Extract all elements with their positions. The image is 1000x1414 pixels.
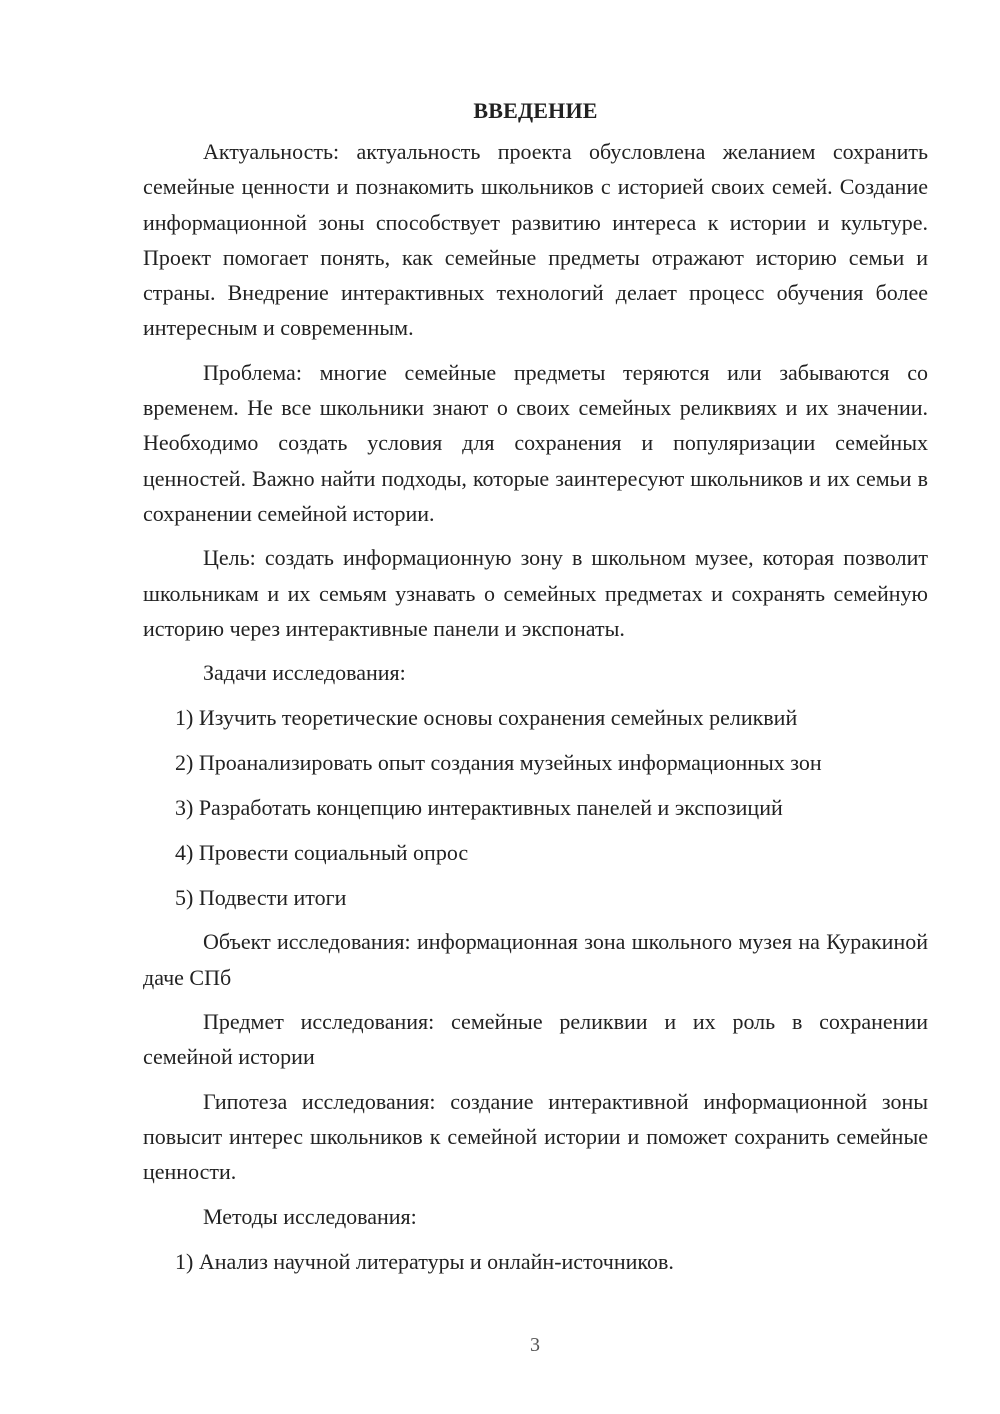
methods-heading: Методы исследования: (203, 1203, 417, 1229)
page-number: 3 (530, 1334, 540, 1356)
problem-paragraph: Проблема: многие семейные предметы теряются или забываются со временем. Не все школьники знают о своих семейных реликвиях и их значении. Необходимо создать условия для сохранения и популяризации семейных ценностей. Важно найти подходы, которые заинтересуют школьников и их семьи в сохранении семейной истории. (143, 359, 928, 526)
object-paragraph: Объект исследования: информационная зона школьного музея на Куракиной даче СПб (143, 929, 928, 990)
task-item: 3) Разработать концепцию интерактивных панелей и экспозиций (175, 795, 783, 821)
task-item: 2) Проанализировать опыт создания музейных информационных зон (175, 750, 822, 776)
task-item: 4) Провести социальный опрос (175, 840, 469, 866)
page-title: ВВЕДЕНИЕ (473, 98, 598, 123)
task-item: 5) Подвести итоги (175, 885, 347, 911)
goal-paragraph: Цель: создать информационную зону в школьном музее, которая позволит школьникам и их семьям узнавать о семейных предметах и сохранять семейную историю через интерактивные панели и экспонаты. (143, 545, 928, 641)
hypothesis-paragraph: Гипотеза исследования: создание интерактивной информационной зоны повысит интерес школьников к семейной истории и поможет сохранить семейные ценности. (143, 1088, 928, 1185)
task-item: 1) Изучить теоретические основы сохранения семейных реликвий (175, 705, 798, 731)
tasks-heading: Задачи исследования: (203, 660, 406, 686)
method-item: 1) Анализ научной литературы и онлайн-источников. (175, 1248, 674, 1274)
document-page (143, 96, 928, 1279)
relevance-paragraph: Актуальность: актуальность проекта обусловлена желанием сохранить семейные ценности и познакомить школьников с историей своих семей. Создание информационной зоны способствует развитию интереса к истории и культуре. Проект помогает понять, как семейные предметы отражают историю семьи и страны. Внедрение интерактивных технологий делает процесс обучения более интересным и современным. (143, 139, 928, 341)
subject-paragraph: Предмет исследования: семейные реликвии и их роль в сохранении семейной истории (143, 1009, 928, 1070)
